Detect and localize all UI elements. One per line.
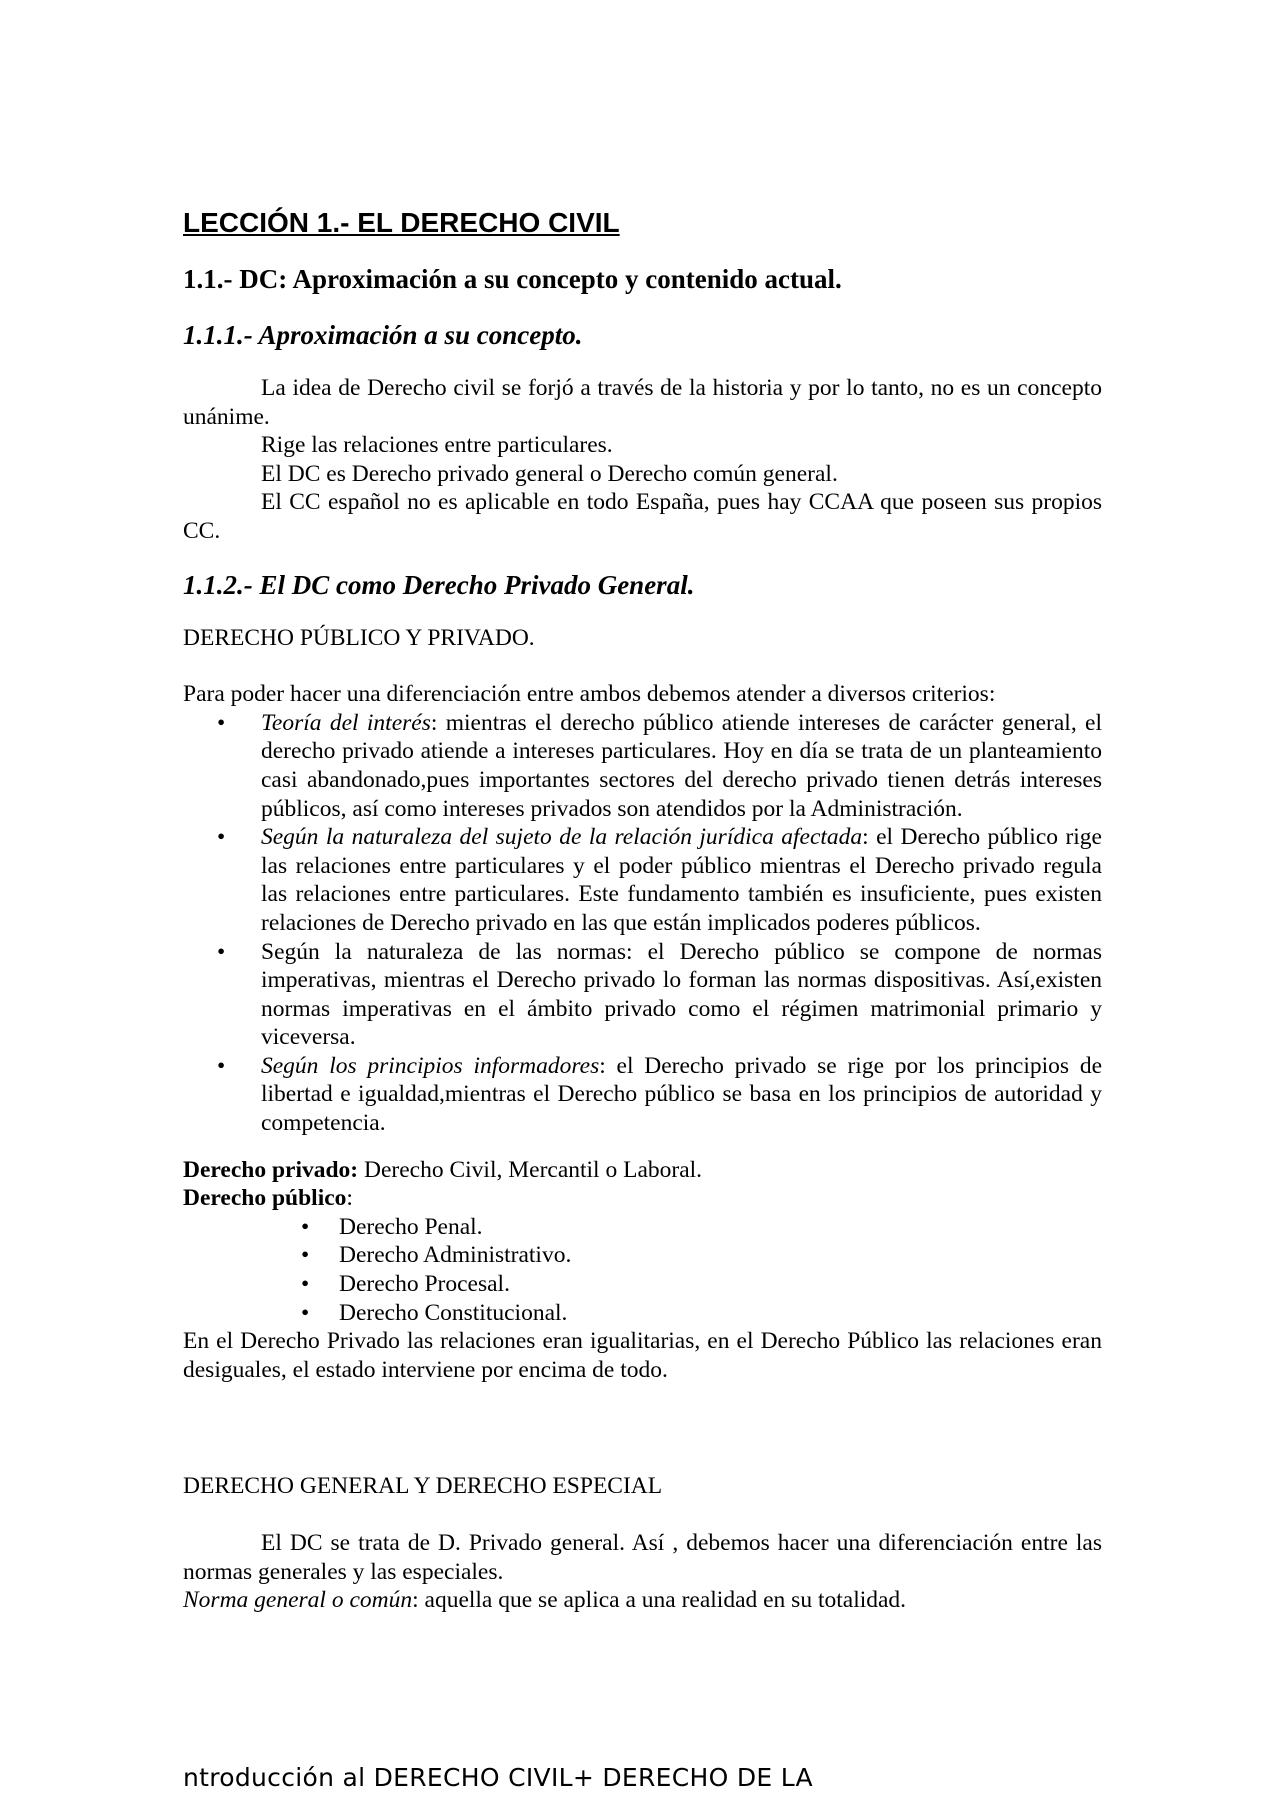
public-private-heading: DERECHO PÚBLICO Y PRIVADO. <box>183 624 535 651</box>
public-law-list <box>183 1213 1102 1327</box>
intro-paragraph: La idea de Derecho civil se forjó a través de la historia y por lo tanto, no es un concepto unánime. <box>183 375 1102 430</box>
private-law-label: Derecho privado: <box>183 1156 359 1183</box>
subsection-title-2: 1.1.2.- El DC como Derecho Privado General. <box>183 569 695 600</box>
criteria-term: Según la naturaleza de las normas <box>261 938 626 965</box>
general-norm-line <box>183 1586 1102 1615</box>
criteria-term: Según los principios informadores <box>261 1052 600 1079</box>
general-special-heading: DERECHO GENERAL Y DERECHO ESPECIAL <box>183 1473 663 1500</box>
criteria-term: Teoría del interés <box>261 709 431 736</box>
relations-paragraph: En el Derecho Privado las relaciones eran igualitarias, en el Derecho Público las relaciones eran desiguales, el estado interviene por encima de todo. <box>183 1328 1102 1383</box>
public-law-label: Derecho público <box>183 1185 347 1212</box>
general-special-paragraph: El DC se trata de D. Privado general. Así , debemos hacer una diferenciación entre las normas generales y las especiales. <box>183 1530 1102 1585</box>
intro-paragraph: El DC es Derecho privado general o Derecho común general. <box>261 460 838 487</box>
criteria-text: : mientras el derecho público atiende intereses de carácter general, el derecho privado atiende a intereses particulares. Hoy en día se trata de un planteamiento casi abandonado,pues importantes sectores del derecho privado tienen detrás intereses públicos, así como intereses privados son atendidos por la Administración. <box>261 709 1103 822</box>
criteria-intro: Para poder hacer una diferenciación entre ambos debemos atender a diversos criterios: <box>183 681 996 708</box>
criteria-item <box>261 823 1102 937</box>
criteria-term: Según la naturaleza del sujeto de la relación jurídica afectada <box>261 824 863 851</box>
public-law-item: • Derecho Constitucional. <box>339 1299 1102 1328</box>
private-law-line <box>183 1156 1102 1185</box>
general-norm-text: : aquella que se aplica a una realidad en su totalidad. <box>412 1587 907 1614</box>
public-law-item: • Derecho Administrativo. <box>339 1241 1102 1270</box>
criteria-list <box>183 709 1102 1138</box>
criteria-item <box>261 938 1102 1052</box>
public-law-item: • Derecho Penal. <box>339 1213 1102 1242</box>
criteria-text: : el Derecho público rige las relaciones entre particulares y el poder público mientras el Derecho privado regula las relaciones entre particulares. Este fundamento también es insuficiente, pues existen relaciones de Derecho privado en las que están implicados poderes públicos. <box>261 824 1102 936</box>
page-footer: ntroducción al DERECHO CIVIL+ DERECHO DE LA <box>183 1763 813 1792</box>
lesson-title: LECCIÓN 1.- EL DERECHO CIVIL <box>183 207 620 238</box>
general-norm-term: Norma general o común <box>183 1587 413 1614</box>
section-title: 1.1.- DC: Aproximación a su concepto y contenido actual. <box>183 264 842 294</box>
criteria-item <box>261 1052 1102 1138</box>
intro-paragraph: El CC español no es aplicable en todo España, pues hay CCAA que poseen sus propios CC. <box>183 489 1102 544</box>
private-law-text: Derecho Civil, Mercantil o Laboral. <box>358 1156 703 1183</box>
intro-paragraph: Rige las relaciones entre particulares. <box>261 432 613 459</box>
criteria-item <box>261 709 1102 823</box>
public-law-line <box>183 1184 1102 1213</box>
subsection-title-1: 1.1.1.- Aproximación a su concepto. <box>183 320 583 350</box>
intro-block <box>183 374 1102 546</box>
document-body <box>183 206 1102 1615</box>
criteria-text: : el Derecho privado se rige por los principios de libertad e igualdad,mientras el Derecho público se basa en los principios de autoridad y competencia. <box>261 1052 1102 1137</box>
public-law-suffix: : <box>346 1185 353 1212</box>
public-law-item: • Derecho Procesal. <box>339 1270 1102 1299</box>
criteria-text: : el Derecho público se compone de normas imperativas, mientras el Derecho privado lo forman las normas dispositivas. Así,existen normas imperativas en el ámbito privado como el régimen matrimonial primario y viceversa. <box>261 938 1102 1051</box>
